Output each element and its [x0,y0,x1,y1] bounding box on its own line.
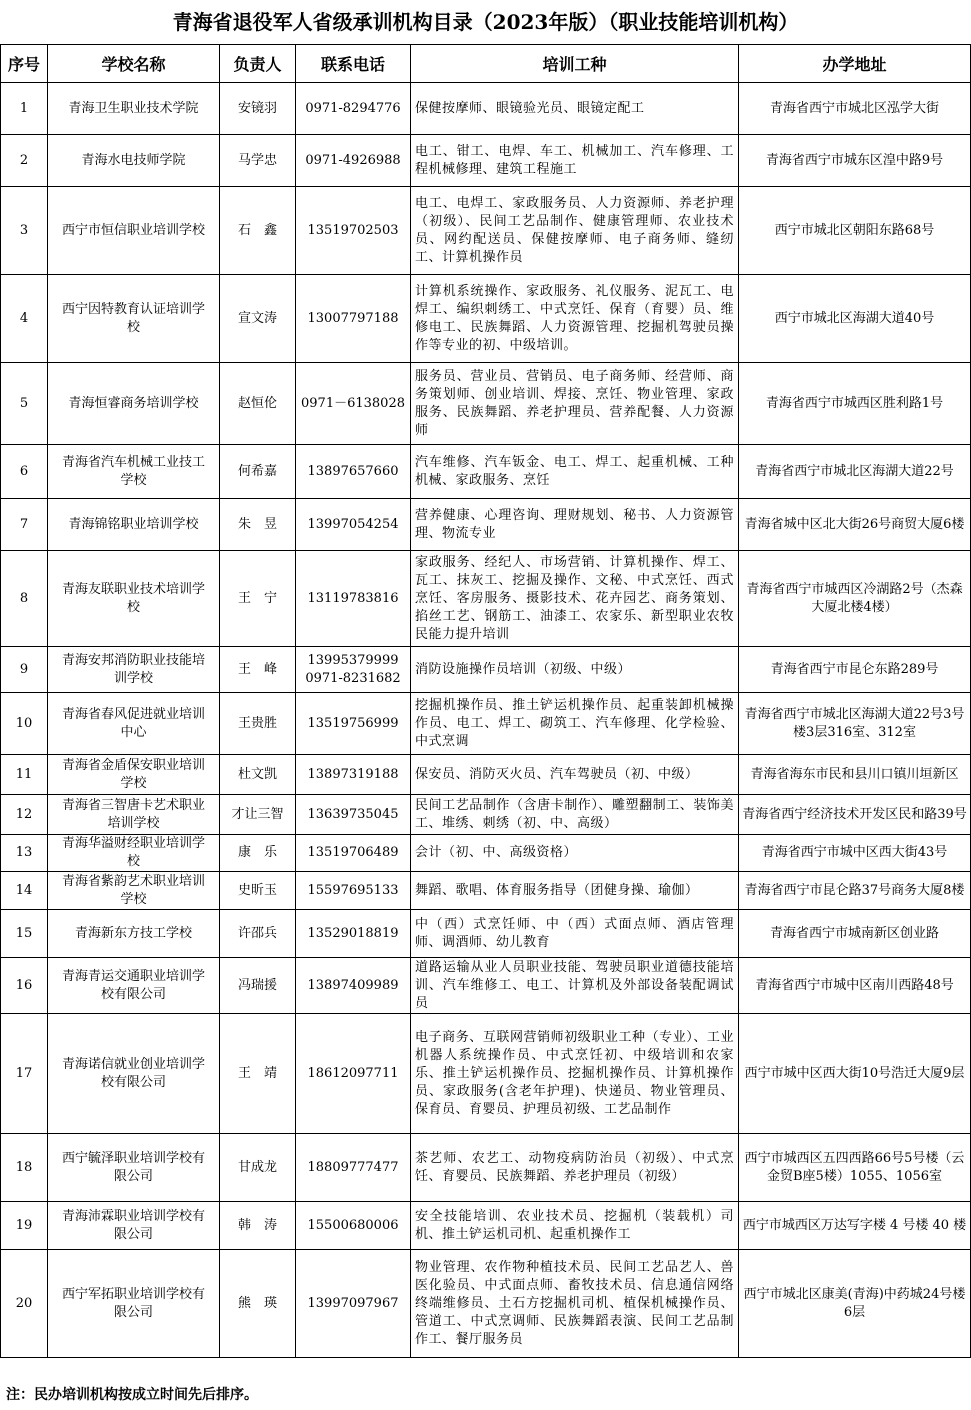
serial-number: 14 [1,872,48,910]
phone-cell [296,1250,411,1358]
school-name: 西宁市恒信职业培训学校 [48,187,220,275]
phone-number: 15500680006 [307,1217,399,1233]
document-title: 青海省退役军人省级承训机构目录（2023年版）（职业技能培训机构） [172,10,799,34]
table-row [1,135,971,187]
serial-number: 10 [1,693,48,755]
person-in-charge: 王 峰 [220,647,296,693]
table-row [1,795,971,835]
school-name: 青海水电技师学院 [48,135,220,187]
training-types: 保健按摩师、眼镜验光员、眼镜定配工 [411,83,739,135]
phone-number: 13995379999 [307,652,399,668]
serial-number: 4 [1,275,48,363]
training-types: 电工、电焊工、家政服务员、人力资源师、养老护理（初级）、民间工艺品制作、健康管理师、农业技术员、网约配送员、保健按摩师、电子商务师、缝纫工、计算机操作员 [411,187,739,275]
person-in-charge: 熊 瑛 [220,1250,296,1358]
phone-cell [296,83,411,135]
school-name: 青海锦铭职业培训学校 [48,499,220,551]
header-phone: 联系电话 [296,45,411,83]
header-training-types: 培训工种 [411,45,739,83]
table-row [1,647,971,693]
training-types: 物业管理、农作物种植技术员、民间工艺品艺人、兽医化验员、中式面点师、畜牧技术员、信息通信网络终端维修员、土石方挖掘机司机、植保机械操作员、管道工、中式烹调师、民族舞蹈表演、民间工艺品制作工、餐厅服务员 [411,1250,739,1358]
training-types: 保安员、消防灭火员、汽车驾驶员（初、中级） [411,755,739,795]
school-address: 西宁市城西区万达写字楼 4 号楼 40 楼 [739,1202,971,1250]
phone-number: 18809777477 [307,1159,399,1175]
serial-number: 20 [1,1250,48,1358]
phone-cell [296,1202,411,1250]
training-types: 茶艺师、农艺工、动物疫病防治员（初级）、中式烹饪、育婴员、民族舞蹈、养老护理员（初级） [411,1134,739,1202]
phone-cell [296,693,411,755]
phone-cell [296,135,411,187]
table-row [1,275,971,363]
school-name: 青海新东方技工学校 [48,910,220,958]
serial-number: 13 [1,835,48,872]
institution-table [0,44,971,1358]
school-address: 青海省西宁市城北区海湖大道22号3号楼3层316室、312室 [739,693,971,755]
school-address: 青海省西宁市城南新区创业路 [739,910,971,958]
school-address: 青海省城中区北大街26号商贸大厦6楼 [739,499,971,551]
school-name: 青海青运交通职业培训学校有限公司 [48,958,220,1014]
phone-number: 13529018819 [307,925,399,941]
table-row [1,910,971,958]
person-in-charge: 冯瑞援 [220,958,296,1014]
table-row [1,835,971,872]
phone-cell [296,958,411,1014]
phone-number: 13897657660 [307,463,399,479]
school-name: 青海省金盾保安职业培训学校 [48,755,220,795]
school-name: 青海卫生职业技术学院 [48,83,220,135]
phone-cell [296,910,411,958]
phone-number: 13897409989 [307,977,399,993]
table-row [1,1202,971,1250]
training-types: 中（西）式烹饪师、中（西）式面点师、酒店管理师、调酒师、幼儿教育 [411,910,739,958]
school-name: 青海省三智唐卡艺术职业培训学校 [48,795,220,835]
table-row [1,83,971,135]
school-name: 青海省汽车机械工业技工学校 [48,445,220,499]
person-in-charge: 安镜羽 [220,83,296,135]
phone-cell [296,1134,411,1202]
header-person-in-charge: 负责人 [220,45,296,83]
training-types: 家政服务、经纪人、市场营销、计算机操作、焊工、瓦工、抹灰工、挖掘及操作、文秘、中式烹饪、西式烹饪、客房服务、摄影技术、花卉园艺、商务策划、掐丝工艺、钢筋工、油漆工、农家乐、新型职业农牧民能力提升培训 [411,551,739,647]
training-types: 道路运输从业人员职业技能、驾驶员职业道德技能培训、汽车维修工、电工、计算机及外部设备装配调试员 [411,958,739,1014]
school-name: 西宁军拓职业培训学校有限公司 [48,1250,220,1358]
serial-number: 16 [1,958,48,1014]
school-address: 青海省西宁市昆仑路37号商务大厦8楼 [739,872,971,910]
phone-number: 13007797188 [307,310,399,326]
table-header-row [1,45,971,83]
phone-cell [296,755,411,795]
serial-number: 19 [1,1202,48,1250]
person-in-charge: 王贵胜 [220,693,296,755]
school-name: 青海沛霖职业培训学校有限公司 [48,1202,220,1250]
table-row [1,1134,971,1202]
phone-cell [296,445,411,499]
header-school-name: 学校名称 [48,45,220,83]
school-name: 西宁毓泽职业培训学校有限公司 [48,1134,220,1202]
phone-number: 13639735045 [307,806,399,822]
phone-number: 13519702503 [307,222,399,238]
training-types: 挖掘机操作员、推土铲运机操作员、起重装卸机械操作员、电工、焊工、砌筑工、汽车修理、化学检验、中式烹调 [411,693,739,755]
person-in-charge: 石 鑫 [220,187,296,275]
school-address: 青海省西宁市昆仑东路289号 [739,647,971,693]
serial-number: 1 [1,83,48,135]
serial-number: 6 [1,445,48,499]
table-row [1,1250,971,1358]
training-types: 服务员、营业员、营销员、电子商务师、经营师、商务策划师、创业培训、焊接、烹饪、物业管理、家政服务、民族舞蹈、养老护理员、营养配餐、人力资源师 [411,363,739,445]
table-row [1,755,971,795]
table-row [1,187,971,275]
school-address: 青海省海东市民和县川口镇川垣新区 [739,755,971,795]
serial-number: 15 [1,910,48,958]
school-name: 青海恒睿商务培训学校 [48,363,220,445]
person-in-charge: 马学忠 [220,135,296,187]
training-types: 舞蹈、歌唱、体育服务指导（团健身操、瑜伽） [411,872,739,910]
training-types: 汽车维修、汽车钣金、电工、焊工、起重机械、工种机械、家政服务、烹饪 [411,445,739,499]
phone-number: 13997054254 [307,516,399,532]
footnote: 注：民办培训机构按成立时间先后排序。 [6,1387,258,1403]
serial-number: 17 [1,1014,48,1134]
training-types: 消防设施操作员培训（初级、中级） [411,647,739,693]
school-name: 青海省紫韵艺术职业培训学校 [48,872,220,910]
person-in-charge: 王 宁 [220,551,296,647]
training-types: 民间工艺品制作（含唐卡制作）、雕塑翻制工、装饰美工、堆绣、刺绣（初、中、高级） [411,795,739,835]
table-row [1,551,971,647]
phone-cell [296,187,411,275]
school-address: 西宁市城中区西大街10号浩迁大厦9层 [739,1014,971,1134]
serial-number: 11 [1,755,48,795]
phone-number: 0971-4926988 [305,152,401,168]
school-address: 青海省西宁市城中区西大街43号 [739,835,971,872]
training-types: 营养健康、心理咨询、理财规划、秘书、人力资源管理、物流专业 [411,499,739,551]
person-in-charge: 何希嘉 [220,445,296,499]
school-address: 青海省西宁市城中区南川西路48号 [739,958,971,1014]
phone-cell [296,551,411,647]
table-row [1,499,971,551]
phone-number: 18612097711 [307,1065,399,1081]
serial-number: 9 [1,647,48,693]
phone-cell [296,647,411,693]
training-types: 会计（初、中、高级资格） [411,835,739,872]
phone-cell [296,499,411,551]
school-address: 西宁市城北区康美(青海)中药城24号楼6层 [739,1250,971,1358]
person-in-charge: 甘成龙 [220,1134,296,1202]
table-row [1,693,971,755]
training-types: 电工、钳工、电焊、车工、机械加工、汽车修理、工程机械修理、建筑工程施工 [411,135,739,187]
person-in-charge: 宣文涛 [220,275,296,363]
phone-cell [296,1014,411,1134]
phone-cell [296,872,411,910]
table-body [1,83,971,1358]
school-name: 青海省春风促进就业培训中心 [48,693,220,755]
person-in-charge: 许邵兵 [220,910,296,958]
serial-number: 5 [1,363,48,445]
phone-cell [296,363,411,445]
school-address: 青海省西宁市城西区冷湖路2号（杰森大厦北楼4楼） [739,551,971,647]
phone-number: 0971-8294776 [305,100,401,116]
table-row [1,445,971,499]
table-row [1,1014,971,1134]
serial-number: 3 [1,187,48,275]
table-row [1,958,971,1014]
phone-number: 13519756999 [307,715,399,731]
training-types: 安全技能培训、农业技术员、挖掘机（装载机）司机、推土铲运机司机、起重机操作工 [411,1202,739,1250]
school-address: 西宁市城西区五四西路66号5号楼（云金贸B座5楼）1055、1056室 [739,1134,971,1202]
school-address: 西宁市城北区海湖大道40号 [739,275,971,363]
school-address: 青海省西宁经济技术开发区民和路39号 [739,795,971,835]
school-address: 青海省西宁市城北区海湖大道22号 [739,445,971,499]
school-name: 青海友联职业技术培训学校 [48,551,220,647]
phone-number: 13519706489 [307,845,399,860]
school-name: 西宁因特教育认证培训学校 [48,275,220,363]
phone-number: 0971－6138028 [301,395,405,411]
person-in-charge: 赵恒伦 [220,363,296,445]
school-address: 青海省西宁市城西区胜利路1号 [739,363,971,445]
serial-number: 12 [1,795,48,835]
phone-number: 13119783816 [307,590,399,606]
training-types: 电子商务、互联网营销师初级职业工种（专业）、工业机器人系统操作员、中式烹饪初、中级培训和农家乐、推土铲运机操作员、挖掘机操作员、计算机操作员、家政服务(含老年护理)、快递员、物业管理员、保育员、育婴员、护理员初级、工艺品制作 [411,1014,739,1134]
person-in-charge: 朱 昱 [220,499,296,551]
phone-cell [296,835,411,872]
phone-number: 15597695133 [307,882,399,898]
school-name: 青海诺信就业创业培训学校有限公司 [48,1014,220,1134]
serial-number: 7 [1,499,48,551]
header-serial: 序号 [1,45,48,83]
school-name: 青海安邦消防职业技能培训学校 [48,647,220,693]
person-in-charge: 王 靖 [220,1014,296,1134]
header-address: 办学地址 [739,45,971,83]
school-address: 青海省西宁市城东区湟中路9号 [739,135,971,187]
table-row [1,872,971,910]
person-in-charge: 才让三智 [220,795,296,835]
phone-number: 13997097967 [307,1295,399,1311]
serial-number: 8 [1,551,48,647]
person-in-charge: 史昕玉 [220,872,296,910]
school-address: 西宁市城北区朝阳东路68号 [739,187,971,275]
phone-cell [296,275,411,363]
phone-number: 13897319188 [307,766,399,782]
person-in-charge: 韩 涛 [220,1202,296,1250]
serial-number: 18 [1,1134,48,1202]
school-address: 青海省西宁市城北区泓学大街 [739,83,971,135]
training-types: 计算机系统操作、家政服务、礼仪服务、泥瓦工、电焊工、编织刺绣工、中式烹饪、保育（育婴）员、维修电工、民族舞蹈、人力资源管理、挖掘机驾驶员操作等专业的初、中级培训。 [411,275,739,363]
school-name: 青海华溢财经职业培训学校 [48,835,220,872]
phone-cell [296,795,411,835]
person-in-charge: 康 乐 [220,835,296,872]
person-in-charge: 杜文凯 [220,755,296,795]
table-row [1,363,971,445]
phone-number: 0971-8231682 [305,670,401,686]
serial-number: 2 [1,135,48,187]
